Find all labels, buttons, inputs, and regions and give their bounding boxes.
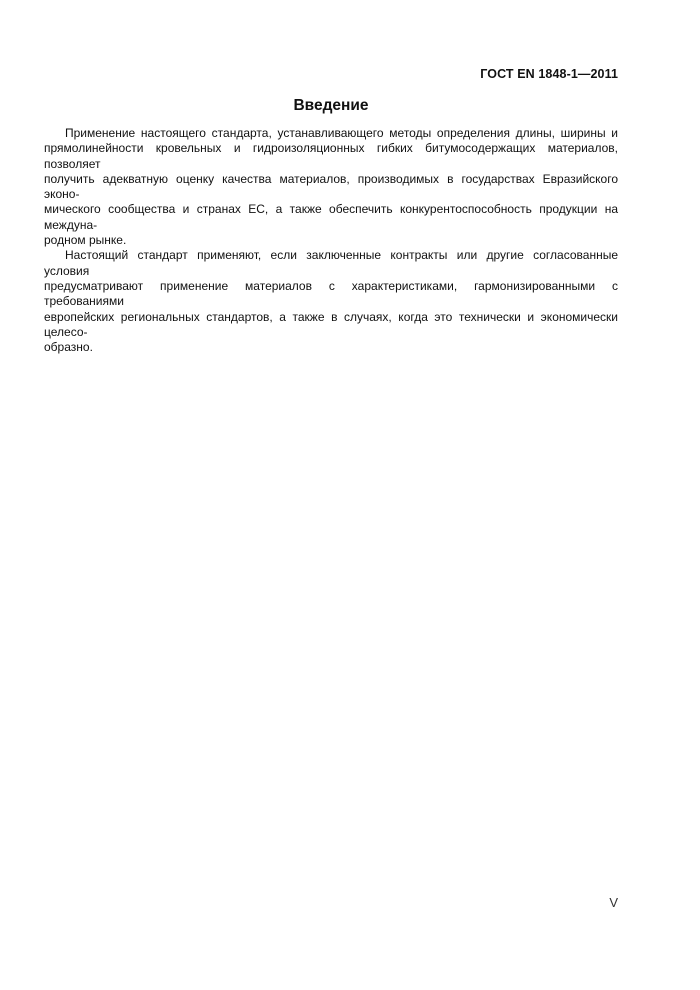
page-number: V	[609, 895, 618, 910]
text-line: родном рынке.	[44, 233, 127, 248]
text-line: предусматривают применение материалов с характеристиками, гармонизированными с требованиями	[44, 278, 618, 309]
paragraph	[44, 126, 618, 248]
paragraph	[44, 248, 618, 355]
text-line: Применение настоящего стандарта, устанавливающего методы определения длины, ширины и	[65, 126, 618, 140]
text-line: получить адекватную оценку качества материалов, производимых в государствах Евразийского эконо-	[44, 171, 618, 202]
text-line: Настоящий стандарт применяют, если заключенные контракты или другие согласованные условия	[44, 248, 618, 278]
text-line: образно.	[44, 340, 93, 355]
section-title: Введение	[293, 97, 369, 114]
standard-code-header: ГОСТ EN 1848-1—2011	[480, 67, 618, 81]
text-line: прямолинейности кровельных и гидроизоляционных гибких битумосодержащих материалов, позволяет	[44, 141, 618, 171]
text-line: европейских региональных стандартов, а также в случаях, когда это технически и экономически целесо-	[44, 309, 618, 339]
body-text	[44, 126, 618, 355]
text-line: мического сообщества и странах ЕС, а также обеспечить конкурентоспособность продукции на междуна-	[44, 202, 618, 232]
